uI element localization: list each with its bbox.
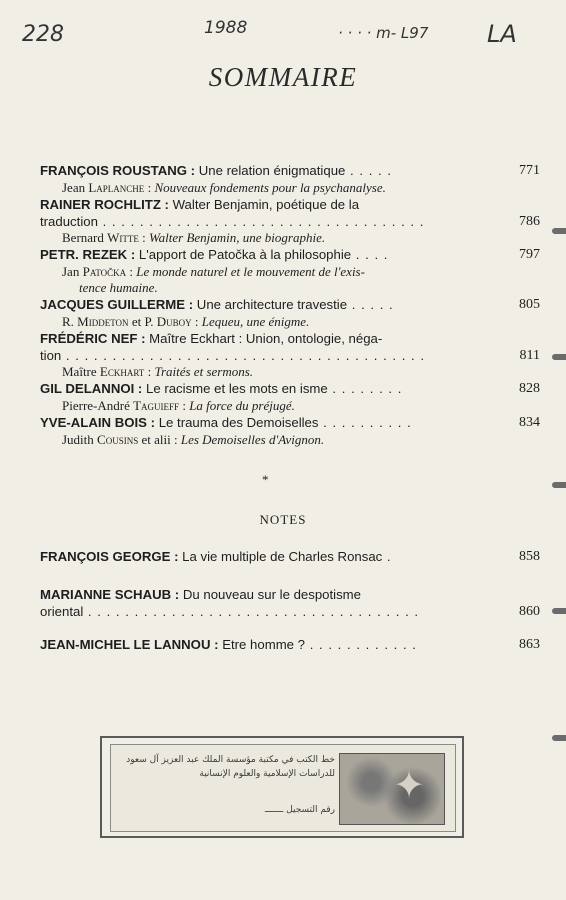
toc-entry	[40, 549, 540, 566]
entry-title: Etre homme ?	[218, 637, 306, 652]
book-title: Traités et sermons.	[154, 364, 254, 379]
entry-author: JACQUES GUILLERME :	[40, 297, 194, 312]
reviewed-book-line	[40, 364, 540, 381]
book-author-surname: Duboy	[156, 313, 192, 329]
book-text: :	[126, 263, 137, 279]
entry-title: traduction	[40, 213, 98, 229]
page-number: 797	[519, 247, 540, 262]
reviewed-book-line	[40, 398, 540, 415]
entry-title-line	[40, 163, 540, 180]
reviewed-book-line	[40, 264, 540, 281]
toc-entry	[40, 331, 540, 381]
toc-entry	[40, 247, 540, 297]
page-number: 771	[519, 163, 540, 178]
reviewed-book-line	[40, 432, 540, 449]
page-number: 858	[519, 549, 540, 564]
page-number: 863	[519, 637, 540, 652]
stamp-text	[125, 753, 335, 817]
page-number: 834	[519, 415, 540, 430]
page-number: 860	[519, 603, 540, 619]
book-text: :	[191, 313, 202, 329]
book-title: Nouveaux fondements pour la psychanalyse.	[154, 179, 386, 195]
leader-dots: . . . . . . . . . . . . . . . . . . . . . . . . . . . . . . . . . . .	[97, 213, 425, 229]
book-title: tence humaine.	[79, 280, 158, 295]
book-text: Judith	[62, 431, 98, 447]
book-text: et P.	[128, 313, 157, 329]
handwritten-number: 228	[22, 22, 64, 47]
stamp-line: خط الكتب في مكتبة مؤسسة الملك عبد العزيز آل سعود	[126, 755, 335, 765]
entry-title: Du nouveau sur le despotisme	[179, 587, 362, 602]
entry-title-line	[40, 381, 540, 398]
entry-title-line	[40, 331, 540, 348]
page-number: 786	[519, 213, 540, 229]
book-author-surname: Eckhart	[99, 364, 145, 379]
leader-dots: . . . . .	[345, 163, 393, 178]
book-title: Walter Benjamin, une biographie.	[149, 230, 326, 245]
book-author-surname: Laplanche	[88, 179, 145, 195]
entry-title: Une relation énigmatique	[195, 163, 346, 178]
section-separator: *	[262, 472, 269, 487]
leader-dots: . . . . . . . . . . . .	[305, 637, 417, 652]
entry-title-line	[40, 214, 540, 231]
star-icon: ✦	[393, 765, 425, 807]
entry-title: tion	[40, 347, 62, 363]
toc-entry	[40, 197, 540, 247]
toc-entry	[40, 297, 540, 330]
leader-dots: . . . . . . . . . . . . . . . . . . . . . . . . . . . . . . . . . . . .	[83, 603, 420, 619]
reviewed-book-line	[40, 314, 540, 331]
library-stamp	[100, 736, 464, 838]
entry-title: La vie multiple de Charles Ronsac	[178, 549, 383, 564]
entry-author: JEAN-MICHEL LE LANNOU :	[40, 637, 219, 652]
book-title: Les Demoiselles d'Avignon.	[180, 431, 325, 447]
book-text: R.	[62, 313, 78, 329]
book-text: :	[138, 230, 150, 245]
leader-dots: . . . . . . . .	[327, 381, 403, 396]
entry-title: Le trauma des Demoiselles	[155, 415, 319, 430]
toc-entry	[40, 381, 540, 414]
book-text: Maître	[62, 364, 100, 379]
binding-stitch	[552, 228, 566, 234]
entry-title-line	[40, 637, 540, 654]
toc-entry	[40, 637, 540, 654]
entry-title: Une architecture travestie	[193, 297, 348, 312]
entry-title-line	[40, 297, 540, 314]
leader-dots: . . . . . . . . . .	[318, 415, 412, 430]
entry-author: FRANÇOIS GEORGE :	[40, 549, 179, 564]
book-text: :	[144, 364, 155, 379]
entry-author: FRANÇOIS ROUSTANG :	[40, 163, 196, 178]
entry-title-line	[40, 587, 540, 604]
book-author-surname: Patočka	[82, 263, 127, 279]
reviewed-book-line	[40, 180, 540, 197]
book-text: Jan	[62, 263, 83, 279]
handwritten-reference: · · · · m- L97	[338, 24, 429, 42]
entry-author: RAINER ROCHLITZ :	[40, 197, 169, 212]
entry-title-line	[40, 604, 540, 621]
entry-author: FRÉDÉRIC NEF :	[40, 331, 146, 346]
entry-author: MARIANNE SCHAUB :	[40, 587, 180, 602]
entry-title: Le racisme et les mots en isme	[142, 381, 328, 396]
leader-dots: . . . . . . . . . . . . . . . . . . . . . . . . . . . . . . . . . . . . . . .	[61, 347, 426, 363]
entry-title: Walter Benjamin, poétique de la	[168, 197, 360, 212]
binding-stitch	[552, 735, 566, 741]
book-text: et alii :	[138, 431, 181, 447]
book-text: Pierre-André	[62, 397, 134, 413]
stamp-emblem-image	[339, 753, 445, 825]
leader-dots: .	[382, 549, 392, 564]
entry-title: L'apport de Patočka à la philosophie	[135, 247, 352, 262]
entry-title: Maître Eckhart : Union, ontologie, néga-	[145, 331, 383, 346]
book-text: :	[144, 179, 155, 195]
entry-author: GIL DELANNOI :	[40, 381, 143, 396]
book-author-surname: Witte	[107, 230, 139, 245]
toc-entry	[40, 163, 540, 196]
book-author-surname: Middeton	[77, 313, 129, 329]
entry-title-line	[40, 415, 540, 432]
book-title: Le monde naturel et le mouvement de l'exis-	[136, 263, 365, 279]
entry-title-line	[40, 197, 540, 214]
book-author-surname: Cousins	[97, 431, 139, 447]
handwritten-mark: LA	[487, 20, 517, 48]
binding-stitch	[552, 354, 566, 360]
stamp-line: للدراسات الإسلامية والعلوم الإنسانية	[199, 769, 335, 779]
binding-stitch	[552, 482, 566, 488]
handwritten-year: 1988	[204, 18, 248, 38]
page-number: 805	[519, 297, 540, 312]
toc-entry	[40, 587, 540, 620]
page-number: 811	[519, 347, 540, 363]
leader-dots: . . . .	[351, 247, 389, 262]
book-text: Bernard	[62, 230, 108, 245]
binding-stitch	[552, 608, 566, 614]
book-text: Jean	[62, 179, 89, 195]
reviewed-book-line	[40, 280, 540, 297]
stamp-line: رقم التسجيل ـــــــ	[264, 805, 335, 815]
reviewed-book-line	[40, 230, 540, 247]
leader-dots: . . . . .	[347, 297, 394, 312]
entry-title: oriental	[40, 603, 84, 619]
entry-author: PETR. REZEK :	[40, 247, 136, 262]
entry-author: YVE-ALAIN BOIS :	[40, 415, 156, 430]
book-text: :	[179, 397, 190, 413]
book-title: Lequeu, une énigme.	[201, 313, 310, 329]
entry-title-line	[40, 348, 540, 365]
toc-entry	[40, 415, 540, 448]
page-title: SOMMAIRE	[208, 62, 358, 92]
page-number: 828	[519, 381, 540, 396]
entry-title-line	[40, 549, 540, 566]
stamp-frame	[110, 744, 456, 832]
book-title: La force du préjugé.	[189, 397, 295, 413]
entry-title-line	[40, 247, 540, 264]
notes-heading: NOTES	[259, 512, 307, 527]
book-author-surname: Taguieff	[133, 397, 180, 413]
